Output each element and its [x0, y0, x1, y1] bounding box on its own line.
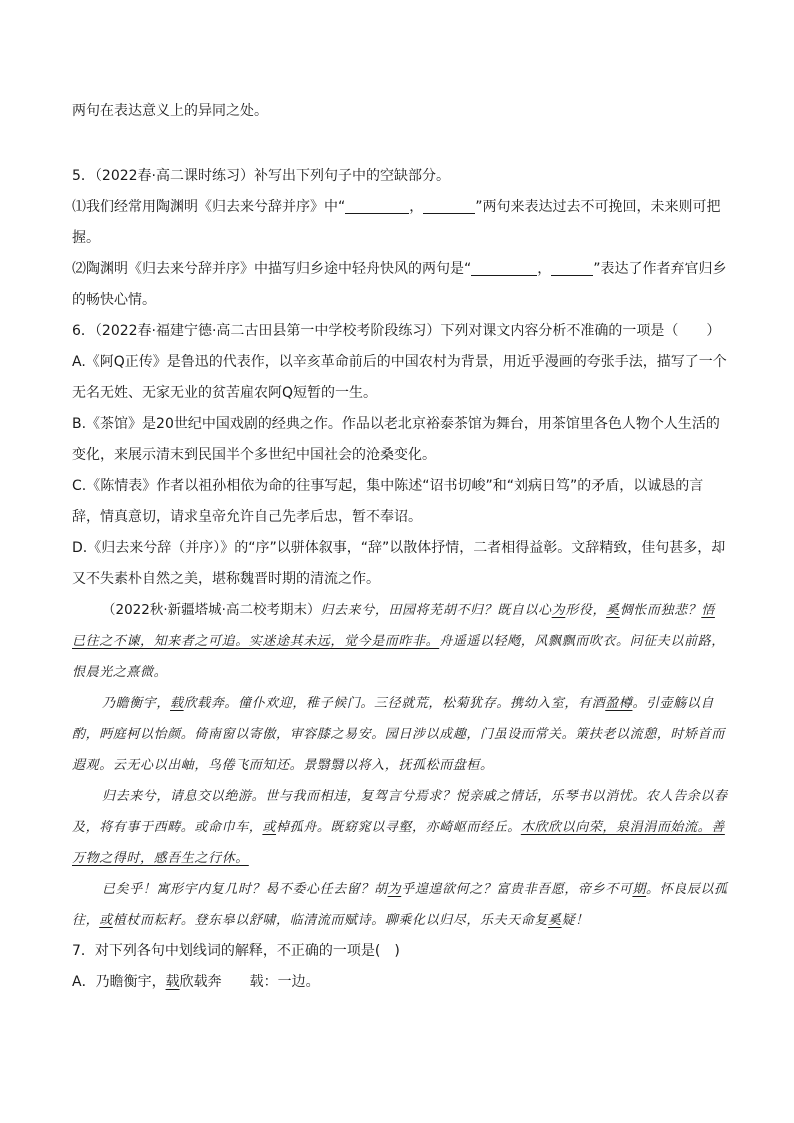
passage-text: 舟遥遥以轻飏，风飘飘而吹衣。问征夫以前路，恨晨光之熹微。 [72, 634, 725, 680]
underlined-sentence: 木欣欣以向荣，泉涓涓而始流。善万物之得时，感吾生之行休。 [72, 820, 725, 866]
underlined-word: 或 [99, 913, 113, 928]
passage-text: 乃瞻衡宇， [102, 696, 171, 711]
item-text: ， [409, 199, 424, 215]
passage-text: 已矣乎！寓形宇内复几时？曷不委心任去留？胡 [102, 882, 388, 897]
question-5-item-1-cont: 握。 [72, 230, 100, 246]
question-7-stem: 7．对下列各句中划线词的解释，不正确的一项是( ) [72, 943, 400, 959]
fill-blank[interactable] [423, 196, 475, 214]
question-5-item-1 [72, 192, 728, 223]
passage-paragraph-3 [72, 781, 728, 874]
question-6-stem: 6．（2022春·福建宁德·高二古田县第一中学校考阶段练习）下列对课文内容分析不准确的一项是（ ） [72, 323, 721, 339]
item-text: ”表达了作者弃官归乡 [593, 261, 727, 277]
underlined-word: 或 [262, 820, 277, 835]
option-text: A．乃瞻衡宇， [72, 974, 166, 990]
underlined-sentence: 悟已往之不谏，知来者之可追。实迷途其未远，觉今是而昨非。 [72, 603, 715, 649]
underlined-word: 奚 [548, 913, 562, 928]
question-5-item-2 [72, 254, 728, 285]
question-5-stem [72, 161, 728, 192]
fill-blank[interactable] [345, 196, 409, 214]
item-text: ⑵陶渊明《归去来兮辞并序》中描写归乡途中轻舟快风的两句是“ [72, 261, 472, 277]
underlined-word: 盈樽 [605, 696, 633, 711]
document-page [72, 96, 728, 998]
continuation-line: 两句在表达意义上的异同之处。 [72, 103, 268, 119]
passage-paragraph-1 [72, 595, 728, 688]
option-gloss: 载：一边。 [249, 974, 320, 990]
underlined-word: 为 [551, 603, 566, 618]
underlined-word: 载 [165, 974, 180, 990]
option-a: A.《阿Q正传》是鲁迅的代表作，以辛亥革命前后的中国农村为背景，用近乎漫画的夸张手法，描写了一个无名无姓、无家无业的贫苦雇农阿Q短暂的一生。 [72, 354, 727, 401]
underlined-word: 期 [632, 882, 647, 897]
passage-text: 。怀良辰以孤往， [72, 882, 728, 928]
passage-text: 疑！ [561, 913, 589, 928]
question-number: 5． [72, 168, 95, 184]
passage-text: 乎遑遑欲何之？富贵非吾愿，帝乡不可 [401, 882, 633, 897]
option-b: B.《茶馆》是20世纪中国戏剧的经典之作。作品以老北京裕泰茶馆为舞台，用茶馆里各色人物个人生活的变化，来展示清末到民国半个多世纪中国社会的沧桑变化。 [72, 416, 720, 463]
passage-text: 归去来兮，田园将芜胡不归？既自以心 [320, 603, 552, 618]
spacer [72, 127, 728, 161]
fill-blank[interactable] [471, 258, 537, 276]
item-text: ， [537, 261, 552, 277]
option-d: D.《归去来兮辞（并序）》的“序”以骈体叙事，“辞”以散体抒情，二者相得益彰。文辞精致，佳句甚多，却又不失素朴自然之美，堪称魏晋时期的清流之作。 [72, 540, 726, 587]
fill-blank[interactable] [551, 258, 593, 276]
passage-text: 归去来兮，请息交以绝游。世与我而相违，复驾言兮焉求？悦亲戚之情话，乐琴书以消忧。农人告余以春及，将有事于西畴。或命巾车， [72, 789, 728, 835]
passage-text: 。引壶觞以自酌，眄庭柯以怡颜。倚南窗以寄傲，审容膝之易安。园日涉以成趣，门虽设而常关。策扶老以流憩，时矫首而遐观。云无心以出岫，鸟倦飞而知还。景翳翳以将入，抚孤松而盘桓。 [72, 696, 725, 773]
item-text: ⑴我们经常用陶渊明《归去来兮辞并序》中“ [72, 199, 346, 215]
passage-text: 惆怅而独悲？ [619, 603, 702, 618]
passage-text: 植杖而耘耔。登东皋以舒啸，临清流而赋诗。聊乘化以归尽，乐夫天命复 [112, 913, 549, 928]
underlined-word: 为 [387, 882, 402, 897]
passage-text: 形役， [565, 603, 607, 618]
passage-text: 欣载奔。僮仆欢迎，稚子候门。三径就荒，松菊犹存。携幼入室，有酒 [183, 696, 606, 711]
question-text: 补写出下列句子中的空缺部分。 [254, 168, 451, 184]
question-source: （2022春·高二课时练习） [94, 168, 255, 184]
passage-paragraph-2 [72, 688, 728, 781]
question-7-option-a [72, 967, 728, 998]
option-text: 欣载奔 [179, 974, 222, 990]
underlined-word: 载 [170, 696, 184, 711]
underlined-word: 奚 [606, 603, 620, 618]
passage-text: 棹孤舟。既窈窕以寻壑，亦崎岖而经丘。 [276, 820, 521, 835]
passage-source: （2022秋·新疆塔城·高二校考期末） [102, 602, 321, 618]
option-c: C.《陈情表》作者以祖孙相依为命的往事写起，集中陈述“诏书切峻”和“刘病日笃”的矛盾，以诚恳的言辞，情真意切，请求皇帝允许自己先孝后忠，暂不奉诏。 [72, 478, 704, 525]
item-text: ”两句来表达过去不可挽回，未来则可把 [475, 199, 721, 215]
passage-paragraph-4 [72, 874, 728, 936]
question-5-item-2-cont: 的畅快心情。 [72, 292, 156, 308]
